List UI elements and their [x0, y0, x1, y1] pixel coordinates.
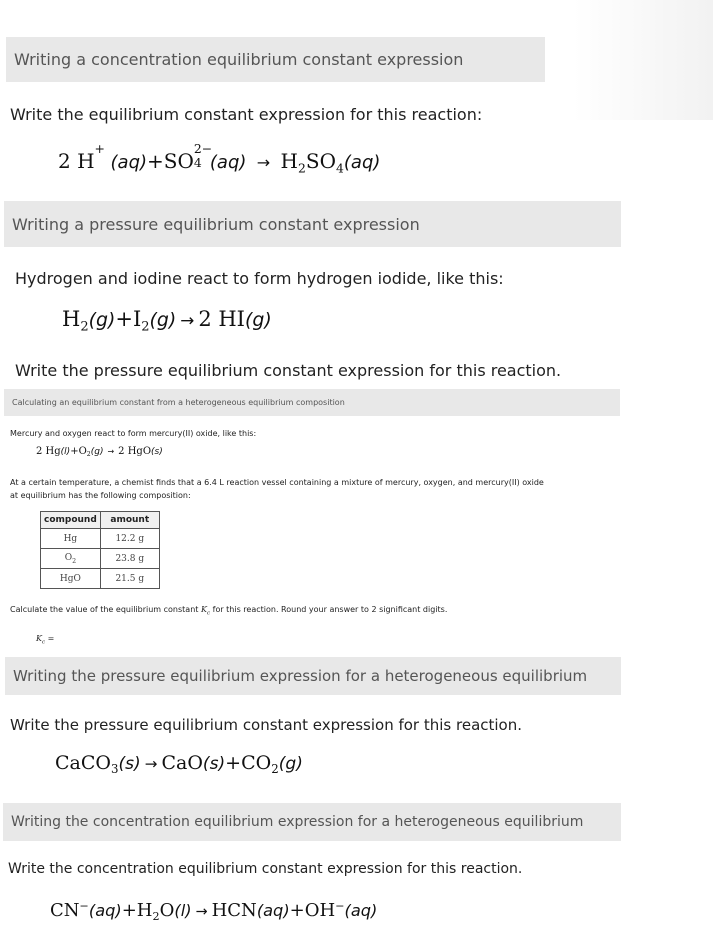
amount-cell: 21.5 g: [100, 569, 159, 589]
section-title-concentration: Writing a concentration equilibrium constant expression: [6, 37, 545, 82]
reaction-h-so4: 2 H + (aq)+SO 2− 4 $(aq) \to H_2SO_4(aq)$: [58, 141, 381, 176]
reaction-cn-h2o: $CN^-(aq)+H_2O(l) \to HCN(aq)+OH^-(aq)$: [50, 899, 378, 923]
table-row: [41, 549, 160, 569]
section4-prompt: Write the pressure equilibrium constant expression for this reaction.: [10, 716, 523, 734]
section-title-heterogeneous-calc: Calculating an equilibrium constant from a heterogeneous equilibrium composition: [4, 389, 620, 416]
section3-question: Calculate the value of the equilibrium constant $K_c$ for this reaction. Round your answer to 2 significant digits.: [10, 605, 448, 617]
compound-cell: Hg: [41, 529, 101, 549]
section3-intro: Mercury and oxygen react to form mercury(II) oxide, like this:: [10, 429, 257, 438]
section5-prompt: Write the concentration equilibrium constant expression for this reaction.: [8, 861, 523, 877]
reaction-hg-o2: 2 $Hg(l)+O_2(g) \to 2$ HgO(s): [36, 446, 163, 459]
composition-table: [40, 511, 160, 589]
section1-prompt: Write the equilibrium constant expression for this reaction:: [10, 105, 483, 124]
header-compound: compound: [41, 512, 101, 529]
section-title-pressure-heterogeneous: Writing the pressure equilibrium expression for a heterogeneous equilibrium: [5, 657, 621, 695]
corner-shade: [573, 0, 713, 120]
amount-cell: 23.8 g: [100, 549, 159, 569]
amount-cell: 12.2 g: [100, 529, 159, 549]
section3-conditions-1: At a certain temperature, a chemist finds that a 6.4 L reaction vessel containing a mixture of mercury, oxygen, and mercury(II) oxide: [10, 478, 544, 487]
compound-cell: HgO: [41, 569, 101, 589]
section2-prompt: Write the pressure equilibrium constant expression for this reaction.: [15, 361, 562, 380]
reaction-caco3: CaCO$_3$(s) → $CaO(s)+CO_2(g)$: [55, 752, 303, 777]
table-header-row: [41, 512, 160, 529]
reaction-h2-i2: $H_2(g)+I_2(g) \to 2$ HI(g): [62, 307, 272, 335]
section-title-pressure: Writing a pressure equilibrium constant expression: [4, 201, 621, 247]
table-row: [41, 569, 160, 589]
section2-intro: Hydrogen and iodine react to form hydrogen iodide, like this:: [15, 269, 504, 288]
section-title-concentration-heterogeneous: Writing the concentration equilibrium expression for a heterogeneous equilibrium: [3, 803, 621, 841]
section3-conditions-2: at equilibrium has the following composition:: [10, 491, 191, 500]
kc-answer-label[interactable]: $K_c$ =: [36, 634, 55, 646]
compound-cell: $O_2$: [41, 549, 101, 569]
table-row: [41, 529, 160, 549]
header-amount: amount: [100, 512, 159, 529]
